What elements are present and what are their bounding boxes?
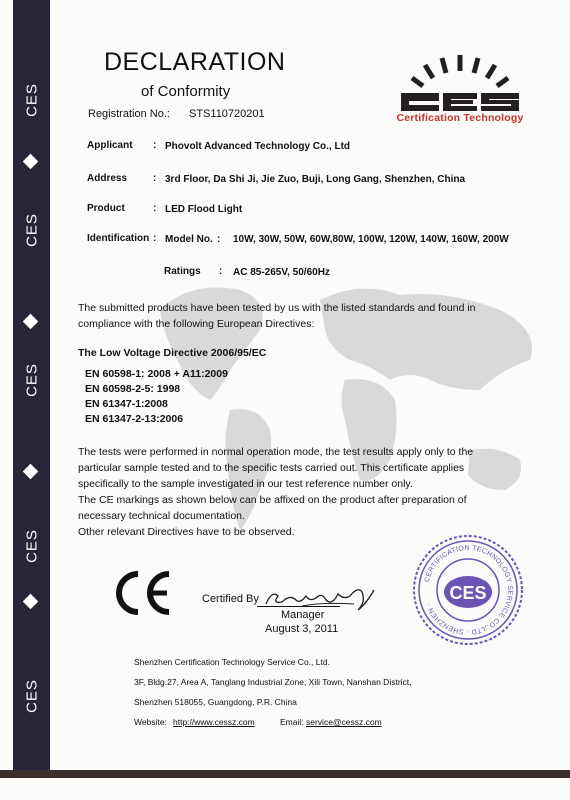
- side-band: [13, 0, 50, 773]
- footer-address-line: Shenzhen 518055, Guangdong, P.R. China: [134, 697, 297, 707]
- band-label: CES: [23, 529, 40, 563]
- model-label: Model No.: [165, 234, 213, 245]
- registration-number: STS110720201: [189, 108, 265, 120]
- field-colon: :: [153, 233, 157, 244]
- notes-line: Other relevant Directives have to be observed.: [78, 526, 295, 538]
- footer-address-line: 3F, Bldg.27, Area A, Tanglang Industrial Zone, Xili Town, Nanshan District,: [134, 677, 412, 687]
- standard-item: EN 60598-1: 2008 + A11:2009: [85, 368, 228, 380]
- standard-item: EN 61347-2-13:2006: [85, 413, 184, 425]
- footer-website-link[interactable]: http://www.cessz.com: [173, 717, 255, 727]
- footer-email-label: Email:: [280, 717, 304, 727]
- directive-heading: The Low Voltage Directive 2006/95/EC: [78, 347, 267, 359]
- notes-line: The tests were performed in normal operation mode, the test results apply only to the: [78, 446, 474, 458]
- signoff-date: August 3, 2011: [265, 623, 339, 635]
- signatory-role: Manager: [281, 609, 325, 621]
- document-title: DECLARATION: [104, 48, 286, 76]
- intro-line: The submitted products have been tested by us with the listed standards and found in: [78, 302, 476, 314]
- ce-mark-icon: [112, 568, 174, 618]
- applicant-label: Applicant: [87, 140, 133, 151]
- applicant-value: Phovolt Advanced Technology Co., Ltd: [165, 141, 351, 152]
- svg-text:CERTIFICATION TECHNOLOGY SERVI: CERTIFICATION TECHNOLOGY SERVICE CO.,LTD · SHENZHEN ·: [423, 544, 514, 636]
- bottom-rule: [0, 770, 570, 778]
- diamond-icon: [23, 594, 39, 610]
- band-label: CES: [23, 83, 40, 117]
- model-values: 10W, 30W, 50W, 60W,80W, 100W, 120W, 140W, 160W, 200W: [233, 234, 509, 245]
- address-label: Address: [87, 173, 128, 184]
- document-subtitle: of Conformity: [141, 83, 231, 100]
- notes-line: necessary technical documentation.: [78, 510, 245, 522]
- diamond-icon: [23, 464, 39, 480]
- band-label: CES: [23, 679, 40, 713]
- field-colon: :: [217, 234, 221, 245]
- ratings-value: AC 85-265V, 50/60Hz: [233, 267, 330, 278]
- field-colon: :: [219, 266, 223, 277]
- band-label: CES: [23, 363, 40, 397]
- notes-line: specifically to the sample investigated in our test reference number only.: [78, 478, 413, 490]
- standard-item: EN 60598-2-5: 1998: [85, 383, 181, 395]
- certified-by-label: Certified By: [202, 593, 259, 605]
- footer-company: Shenzhen Certification Technology Service Co., Ltd.: [134, 657, 330, 667]
- identification-label: Identification: [87, 233, 150, 244]
- ces-seal-stamp: [412, 534, 524, 646]
- diamond-icon: [23, 314, 39, 330]
- svg-text:CES: CES: [449, 583, 487, 603]
- product-value: LED Flood Light: [165, 204, 243, 215]
- footer-email-link[interactable]: service@cessz.com: [306, 717, 382, 727]
- field-colon: :: [153, 173, 157, 184]
- field-colon: :: [153, 140, 157, 151]
- field-colon: :: [153, 203, 157, 214]
- notes-line: The CE markings as shown below can be affixed on the product after preparation of: [78, 494, 467, 506]
- logo-caption: Certification Technology: [396, 112, 524, 124]
- product-label: Product: [87, 203, 125, 214]
- intro-line: compliance with the following European Directives:: [78, 318, 315, 330]
- ratings-label: Ratings: [164, 266, 201, 277]
- standard-item: EN 61347-1:2008: [85, 398, 168, 410]
- address-value: 3rd Floor, Da Shi Ji, Jie Zuo, Buji, Long Gang, Shenzhen, China: [165, 174, 466, 185]
- footer-website-label: Website:: [134, 717, 167, 727]
- diamond-icon: [23, 154, 39, 170]
- registration-label: Registration No.:: [88, 108, 170, 120]
- notes-line: particular sample tested and to the specific tests carried out. This certificate applies: [78, 462, 465, 474]
- band-label: CES: [23, 213, 40, 247]
